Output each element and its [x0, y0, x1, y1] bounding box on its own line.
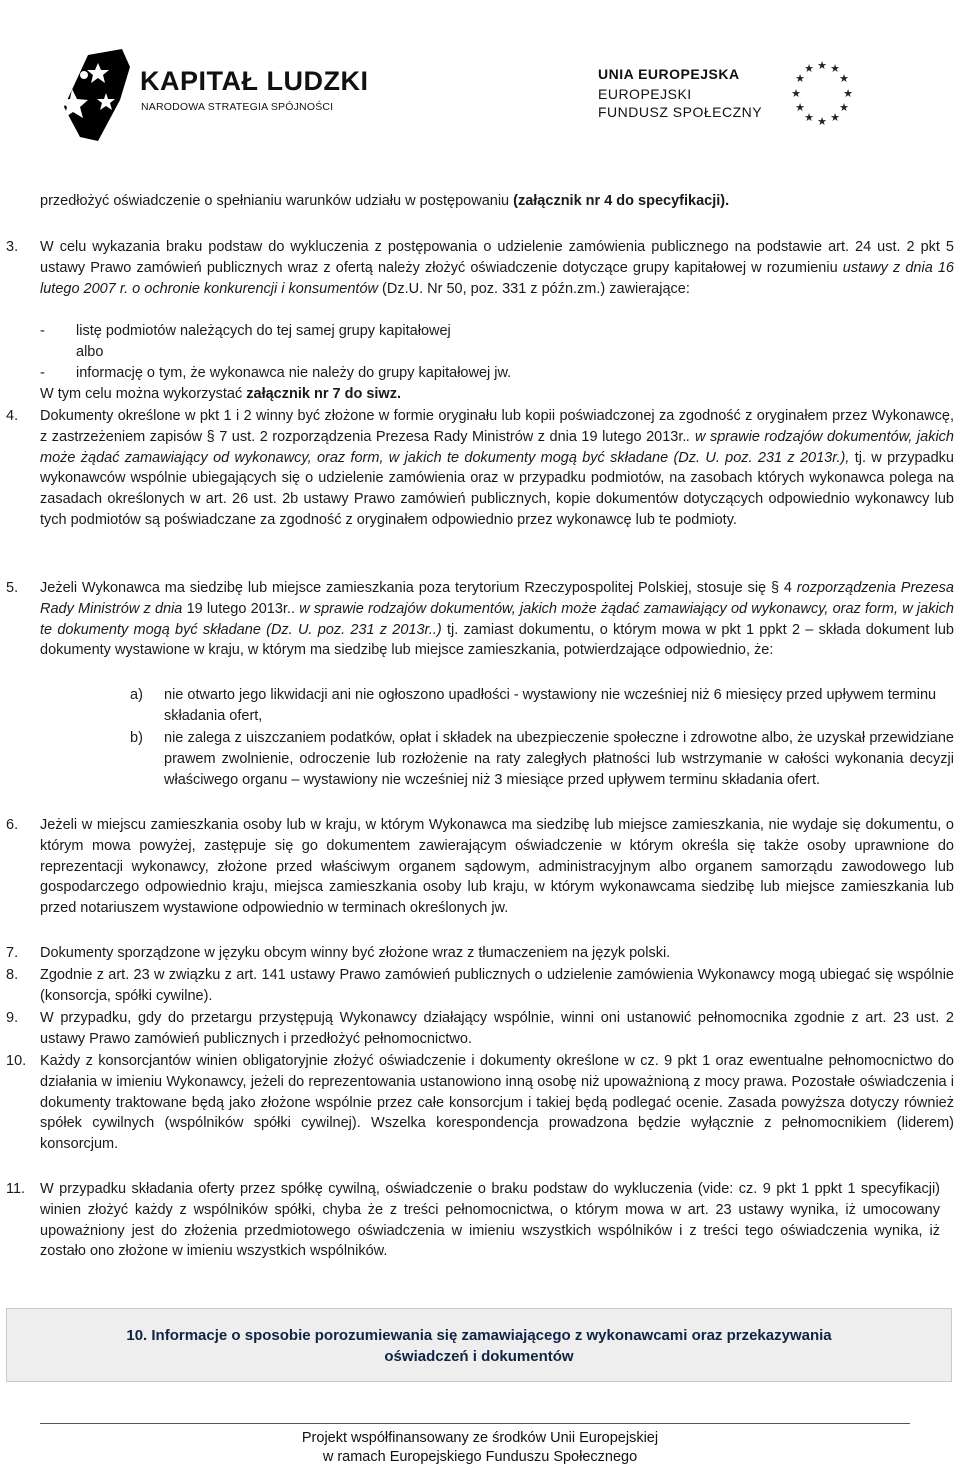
- svg-text:★: ★: [817, 59, 827, 72]
- kapital-ludzki-logo: [60, 35, 369, 145]
- item-3-number: 3.: [6, 239, 19, 255]
- svg-text:★: ★: [830, 62, 840, 75]
- section-10-title: [7, 1325, 951, 1367]
- item-9-number: 9.: [6, 1010, 19, 1026]
- item-5-text-e: tj. zamiast dokumentu, o którym mowa w pkt 1 ppkt 2 – składa dokument lub dokumenty wystawione w kraju, w którym ma siedzibę lub miejsce zamieszkania, potwierdzające odpowiednio, że:: [40, 621, 954, 659]
- item-5-sub-b-label: b): [130, 730, 143, 746]
- footer: [0, 1429, 960, 1467]
- item-5-paragraph: [40, 578, 954, 661]
- item-5-text-a: Jeżeli Wykonawca ma siedzibę lub miejsce zamieszkania poza terytorium Rzeczypospolitej Polskiej, stosuje się § 4: [40, 580, 797, 596]
- svg-text:★: ★: [795, 72, 805, 85]
- item-10-number: 10.: [6, 1053, 27, 1069]
- section-10-title-line-1: 10. Informacje o sposobie porozumiewania się zamawiającego z wykonawcami oraz przekazywania: [126, 1327, 832, 1344]
- item-3-paragraph: [40, 237, 954, 299]
- item-3-note: [40, 384, 940, 405]
- section-10-heading-box: [6, 1308, 952, 1382]
- item-8-paragraph: Zgodnie z art. 23 w związku z art. 141 ustawy Prawo zamówień publicznych o udzielenie zamówienia Wykonawcy mogą ubiegać się wspólnie (konsorcja, spółki cywilne).: [40, 967, 954, 1004]
- item-5-sub-b: nie zalega z uiszczaniem podatków, opłat i składek na ubezpieczenie społeczne i zdrowotne albo, że uzyskał przewidziane prawem zwolnienie, odroczenie lub rozłożenie na raty zaległych płatności lub wstrzymanie w całości wykonania decyzji właściwego organu – wystawiony nie wcześniej niż 3 miesiące przed upływem terminu składania ofert.: [164, 730, 954, 788]
- item-4-italic: . w sprawie rodzajów dokumentów, jakich może żądać zamawiający od wykonawcy, oraz form, w jakich te dokumenty mogą być składane (Dz. U. poz. 231 z 2013r.),: [40, 428, 954, 466]
- logo-subtitle: NARODOWA STRATEGIA SPÓJNOŚCI: [141, 101, 334, 113]
- item-9-paragraph: W przypadku, gdy do przetargu przystępują Wykonawcy działający wspólnie, winni oni ustanowić pełnomocnika zgodnie z art. 23 ust. 2 ustawy Prawo zamówień publicznych i przedłożyć pełnomocnictwo.: [40, 1010, 954, 1047]
- list-dash: -: [40, 365, 45, 381]
- item-11-number: 11.: [6, 1181, 26, 1197]
- item-3-list-2: [40, 363, 940, 384]
- item-6-number: 6.: [6, 817, 19, 833]
- list-1-text: listę podmiotów należących do tej samej grupy kapitałowej: [76, 323, 451, 339]
- list-2-text: informację o tym, że wykonawca nie należy do grupy kapitałowej jw.: [76, 365, 512, 381]
- list-dash: -: [40, 323, 45, 339]
- svg-text:★: ★: [843, 87, 853, 100]
- kapital-ludzki-mark-icon: [60, 45, 140, 145]
- svg-text:★: ★: [804, 62, 814, 75]
- svg-text:★: ★: [839, 101, 849, 114]
- ue-efs-logo: [596, 58, 856, 128]
- note-bold: załącznik nr 7 do siwz.: [246, 386, 401, 402]
- logo-name: KAPITAŁ LUDZKI: [140, 66, 369, 96]
- svg-text:★: ★: [839, 72, 849, 85]
- svg-text:★: ★: [830, 111, 840, 124]
- item-3-italic: ustawy z dnia 16 lutego 2007 r. o ochronie konkurencji i konsumentów: [40, 259, 954, 297]
- item-4-text-c: tj. w przypadku wykonawców wspólnie ubiegających się o udzielenie zamówienia oraz w przypadku podmiotów, na zasobach których wykonawca polega na zasadach określonych w art. 26 ust. 2b ustawy Prawo zamówień publicznych, kopie dokumentów dotyczących odpowiednio wykonawcy lub tych podmiotów są poświadczane za zgodność z oryginałem odpowiednio przez wykonawcę lub te podmioty.: [40, 449, 954, 528]
- item-4-number: 4.: [6, 408, 19, 424]
- intro-bold: (załącznik nr 4 do specyfikacji).: [513, 193, 730, 209]
- item-6-paragraph: Jeżeli w miejscu zamieszkania osoby lub w kraju, w którym Wykonawca ma siedzibę lub miejsce zamieszkania, nie wydaje się dokumentu, o którym mowa powyżej, zastępuje się go dokumentem zawierającym oświadczenie w którym określa się także osoby uprawnione do reprezentacji wykonawcy, złożone przed właściwym organem sądowym, administracyjnym albo organem samorządu zawodowego lub gospodarczego odpowiednio kraju, miejsca zamieszkania osoby lub kraju, w którym wykonawcama siedzibę lub miejsce zamieszkania lub przed notariuszem wystawione odpowiednio w terminach określonych jw.: [40, 817, 954, 917]
- item-5-number: 5.: [6, 580, 19, 596]
- item-4-text-a: Dokumenty określone w pkt 1 i 2 winny być złożone w formie oryginału lub kopii poświadczonej za zgodność z oryginałem przez Wykonawcę, z zastrzeżeniem zapisów § 7 ust. 2 rozporządzenia Prezesa Rady Ministrów z dnia 19 lutego 2013r.: [40, 408, 954, 445]
- item-3-list-1: [40, 321, 940, 342]
- item-5-italic-b: rozporządzenia Prezesa Rady Ministrów z dnia: [40, 580, 954, 617]
- intro-paragraph: [40, 191, 940, 212]
- item-8-number: 8.: [6, 967, 19, 983]
- item-7-number: 7.: [6, 945, 19, 961]
- item-3-text-end: (Dz.U. Nr 50, poz. 331 z późn.zm.) zawierające:: [378, 280, 690, 297]
- item-4-paragraph: [40, 406, 954, 531]
- item-5-italic-d: w sprawie rodzajów dokumentów, jakich może żądać zamawiający od wykonawcy, oraz form, w jakich te dokumenty mogą być składane (Dz. U. poz. 231 z 2013r..): [40, 600, 954, 638]
- ue-line-3: FUNDUSZ SPOŁECZNY: [598, 104, 763, 120]
- ue-line-2: EUROPEJSKI: [598, 86, 692, 102]
- svg-text:★: ★: [804, 111, 814, 124]
- section-10-title-line-2: oświadczeń i dokumentów: [384, 1348, 574, 1365]
- note-text: W tym celu można wykorzystać: [40, 386, 247, 402]
- item-3-or: albo: [76, 344, 104, 360]
- svg-text:★: ★: [791, 87, 801, 100]
- svg-text:★: ★: [817, 115, 827, 128]
- item-3-text: W celu wykazania braku podstaw do wykluczenia z postępowania o udzielenie zamówienia publicznego na podstawie art. 24 ust. 2 pkt 5 ustawy Prawo zamówień publicznych wraz z ofertą należy złożyć oświadczenie dotyczące grupy kapitałowej w rozumieniu: [40, 239, 954, 276]
- item-5-sub-a-label: a): [130, 687, 143, 703]
- item-11-paragraph: W przypadku składania oferty przez spółkę cywilną, oświadczenie o braku podstaw do wykluczenia (vide: cz. 9 pkt 1 ppkt 1 specyfikacji) winien złożyć każdy z wspólników spółki, chyba że z treści pełnomocnictwa, o którym mowa w art. 23 ustawy wynika, iż umocowany upoważniony jest do złożenia przedmiotowego oświadczenia w imieniu wszystkich wspólników i z treści tego oświadczenia wynika, iż zostało ono złożone w imieniu wszystkich wspólników.: [40, 1181, 940, 1260]
- item-5-text-c: 19 lutego 2013r..: [182, 600, 295, 617]
- footer-line-1: Projekt współfinansowany ze środków Unii Europejskiej: [301, 1430, 659, 1446]
- item-10-paragraph: Każdy z konsorcjantów winien obligatoryjnie złożyć oświadczenie i dokumenty określone w cz. 9 pkt 1 oraz ewentualne pełnomocnictwo do działania w imieniu Wykonawcy, jeżeli do reprezentowania ustanowiono inną osobę niż upoważnioną z mocy prawa. Pozostałe oświadczenia i dokumenty traktowane będą jako złożone wspólnie przez całe konsorcjum i takiej będą podlegać ocenie. Zasada powyższa dotyczy również spółek cywilnych (wspólników spółki cywilnej). Wszelka korespondencja prowadzona będzie wyłącznie z pełnomocnikiem (liderem) konsorcjum.: [40, 1053, 954, 1153]
- intro-text: przedłożyć oświadczenie o spełnianiu warunków udziału w postępowaniu: [40, 193, 514, 209]
- eu-stars-icon: [786, 58, 858, 130]
- footer-divider: [40, 1423, 910, 1424]
- item-5-sub-a: nie otwarto jego likwidacji ani nie ogłoszono upadłości - wystawiony nie wcześniej niż 6 miesięcy przed upływem terminu składania ofert,: [164, 687, 937, 724]
- item-7-paragraph: Dokumenty sporządzone w języku obcym winny być złożone wraz z tłumaczeniem na język polski.: [40, 945, 671, 961]
- footer-line-2: w ramach Europejskiego Funduszu Społecznego: [322, 1449, 638, 1465]
- svg-text:★: ★: [795, 101, 805, 114]
- ue-line-1: UNIA EUROPEJSKA: [598, 66, 740, 82]
